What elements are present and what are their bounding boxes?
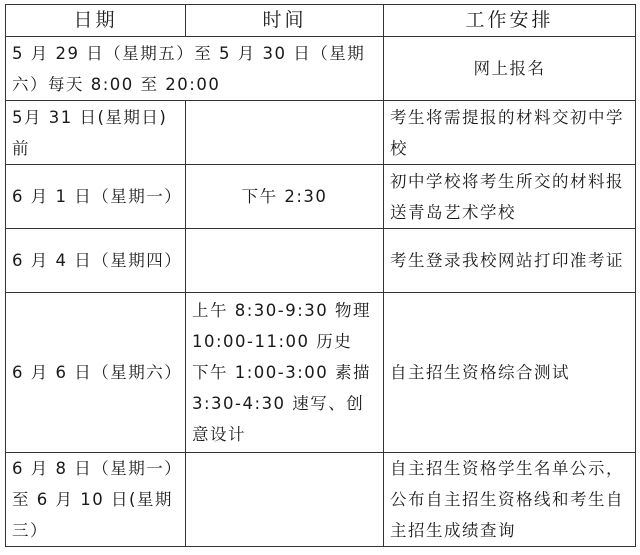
table-row [6,101,636,165]
time-cell: 下午 2:30 [186,165,384,229]
table-row [6,165,636,229]
date-cell: 5月 31 日(星期日)前 [6,101,186,165]
table-row [6,453,636,547]
task-cell: 自主招生资格学生名单公示，公布自主招生资格线和考生自主招生成绩查询 [384,453,636,547]
date-cell: 6 月 8 日（星期一）至 6 月 10 日(星期三） [6,453,186,547]
table-row [6,293,636,453]
task-cell: 考生将需提报的材料交初中学校 [384,101,636,165]
time-cell [186,453,384,547]
date-cell: 6 月 4 日（星期四） [6,229,186,293]
header-date: 日期 [6,5,186,37]
schedule-table [5,4,636,547]
time-line: 3:30-4:30 速写、创意设计 [192,394,365,444]
table-row [6,37,636,101]
task-cell: 自主招生资格综合测试 [384,293,636,453]
time-cell [186,293,384,453]
time-line: 上午 8:30-9:30 物理 [192,301,372,320]
date-cell: 6 月 1 日（星期一） [6,165,186,229]
task-cell: 考生登录我校网站打印准考证 [384,229,636,293]
date-time-cell: 5 月 29 日（星期五）至 5 月 30 日（星期六）每天 8:00 至 20:00 [6,37,384,101]
time-cell [186,101,384,165]
header-task: 工作安排 [384,5,636,37]
task-cell: 初中学校将考生所交的材料报送青岛艺术学校 [384,165,636,229]
header-time: 时间 [186,5,384,37]
time-line: 下午 1:00-3:00 素描 [192,363,372,382]
task-cell: 网上报名 [384,37,636,101]
table-row [6,229,636,293]
time-line: 10:00-11:00 历史 [192,332,353,351]
table-header-row [6,5,636,37]
date-cell: 6 月 6 日（星期六） [6,293,186,453]
time-cell [186,229,384,293]
